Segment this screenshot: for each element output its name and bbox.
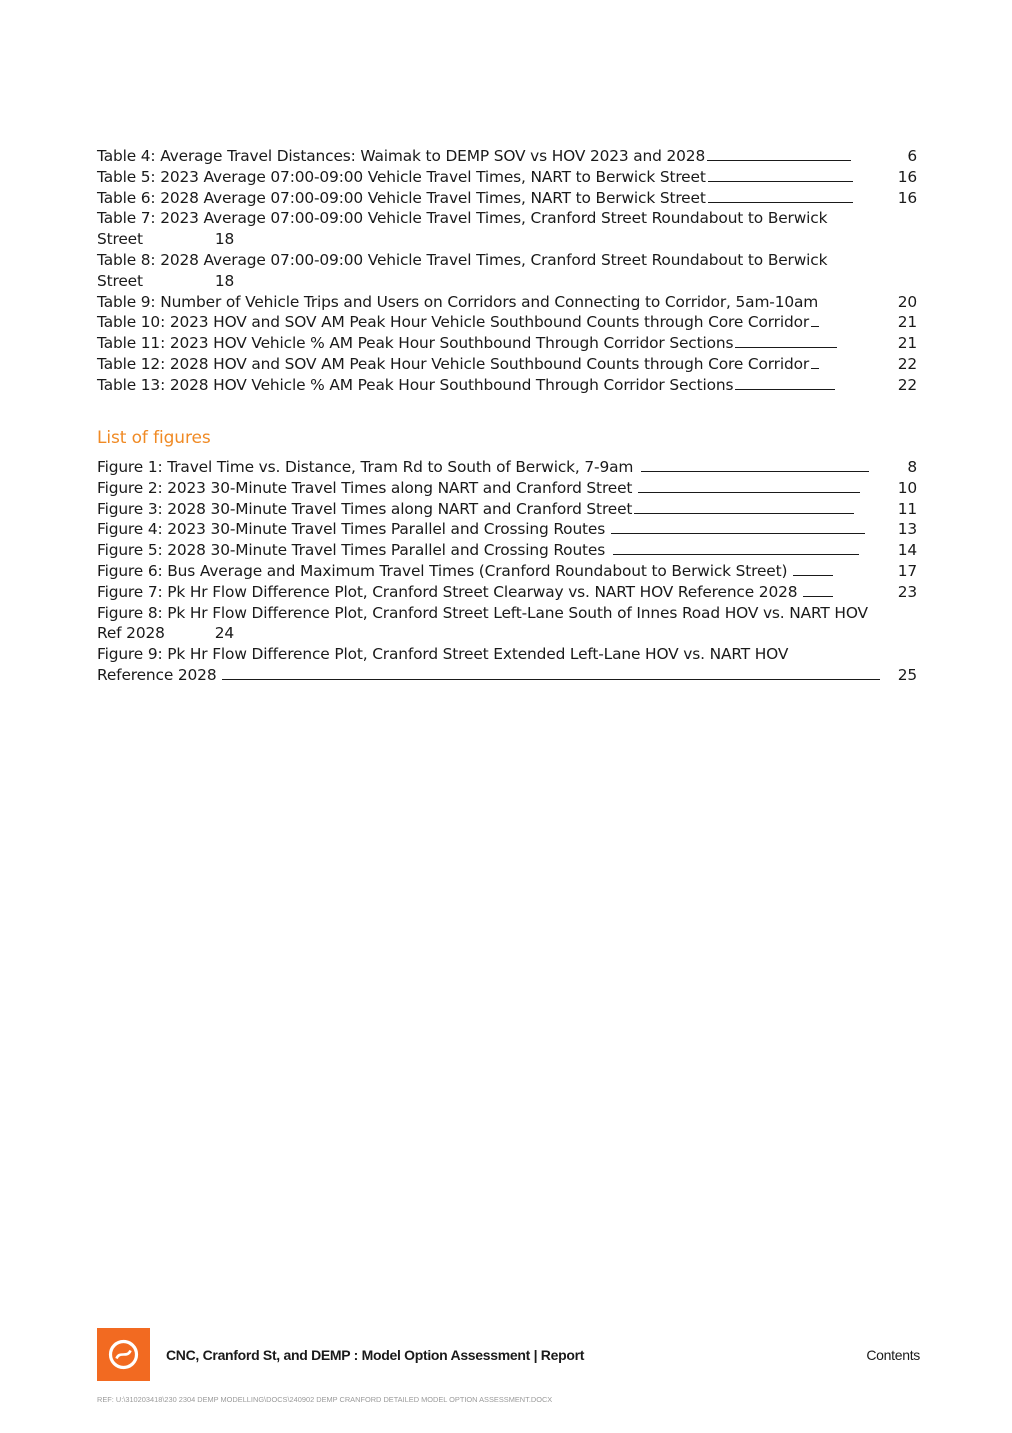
- list-of-figures: [97, 457, 917, 686]
- leader-line: [613, 553, 859, 555]
- toc-entry-page: 16: [897, 167, 917, 186]
- toc-entry-table-11[interactable]: [97, 333, 917, 354]
- leader-line: [793, 574, 833, 576]
- toc-entry-text: Table 12: 2028 HOV and SOV AM Peak Hour Vehicle Southbound Counts through Core Corridor: [97, 354, 810, 373]
- toc-entry-page: 24: [214, 624, 235, 643]
- toc-entry-figure-2[interactable]: [97, 478, 917, 499]
- toc-entry-table-4[interactable]: [97, 146, 917, 167]
- footer-section-name: Contents: [866, 1347, 920, 1363]
- toc-entry-page: 16: [897, 188, 917, 207]
- toc-entry-table-9[interactable]: [97, 292, 917, 313]
- toc-entry-text: Figure 7: Pk Hr Flow Difference Plot, Cranford Street Clearway vs. NART HOV Reference 2028: [97, 582, 798, 601]
- leader-line: [707, 159, 851, 161]
- toc-entry-table-8-cont[interactable]: [97, 271, 917, 292]
- footer-document-title: CNC, Cranford St, and DEMP : Model Option Assessment | Report: [166, 1347, 585, 1363]
- toc-entry-table-7-cont[interactable]: [97, 229, 917, 250]
- toc-entry-page: 18: [214, 230, 235, 249]
- toc-entry-figure-4[interactable]: [97, 519, 917, 540]
- toc-entry-page: 25: [897, 665, 917, 684]
- toc-entry-page: 8: [907, 458, 917, 476]
- leader-line: [735, 388, 835, 390]
- toc-entry-table-13[interactable]: [97, 375, 917, 396]
- toc-entry-page: 22: [897, 375, 917, 394]
- toc-entry-text: Figure 3: 2028 30-Minute Travel Times along NART and Cranford Street: [97, 499, 633, 518]
- toc-entry-text: Figure 9: Pk Hr Flow Difference Plot, Cranford Street Extended Left-Lane HOV vs. NART HOV: [97, 645, 789, 664]
- toc-entry-figure-9[interactable]: [97, 644, 917, 665]
- toc-entry-text: Table 13: 2028 HOV Vehicle % AM Peak Hour Southbound Through Corridor Sections: [97, 375, 734, 394]
- toc-entry-table-6[interactable]: [97, 188, 917, 209]
- toc-entry-text-cont: Street: [97, 230, 143, 249]
- toc-entry-figure-8-cont[interactable]: [97, 623, 917, 644]
- toc-entry-figure-6[interactable]: [97, 561, 917, 582]
- logo-swirl-icon: [97, 1328, 150, 1381]
- leader-line: [641, 470, 869, 472]
- company-logo: [97, 1328, 150, 1381]
- toc-entry-figure-8[interactable]: [97, 603, 917, 624]
- toc-entry-page: 20: [897, 292, 917, 311]
- leader-line: [803, 595, 833, 597]
- leader-line: [222, 678, 880, 680]
- toc-entry-page: 10: [897, 478, 917, 497]
- toc-entry-text-cont: Reference 2028: [97, 665, 217, 684]
- leader-line: [735, 346, 837, 348]
- toc-entry-figure-7[interactable]: [97, 582, 917, 603]
- toc-entry-table-5[interactable]: [97, 167, 917, 188]
- toc-entry-table-7[interactable]: [97, 208, 917, 229]
- toc-entry-page: 17: [897, 561, 917, 580]
- toc-entry-text: Figure 6: Bus Average and Maximum Travel Times (Cranford Roundabout to Berwick Street): [97, 561, 788, 580]
- toc-entry-text: Table 11: 2023 HOV Vehicle % AM Peak Hour Southbound Through Corridor Sections: [97, 334, 734, 353]
- leader-line: [708, 201, 853, 203]
- toc-entry-text-cont: Ref 2028: [97, 624, 165, 643]
- toc-entry-table-8[interactable]: [97, 250, 917, 271]
- toc-entry-figure-9-cont[interactable]: [97, 665, 917, 686]
- toc-entry-figure-1[interactable]: [97, 457, 917, 478]
- leader-line: [811, 325, 819, 327]
- toc-entry-text: Figure 8: Pk Hr Flow Difference Plot, Cranford Street Left-Lane South of Innes Road HOV vs. NART HOV: [97, 603, 868, 622]
- toc-entry-text-cont: Street: [97, 271, 143, 290]
- toc-entry-text: Table 9: Number of Vehicle Trips and Users on Corridors and Connecting to Corridor, 5am-10am: [97, 292, 819, 311]
- list-of-tables: [97, 146, 917, 396]
- toc-entry-page: 14: [897, 541, 917, 560]
- leader-line: [708, 180, 853, 182]
- toc-entry-text: Figure 2: 2023 30-Minute Travel Times along NART and Cranford Street: [97, 478, 633, 497]
- toc-entry-text: Table 10: 2023 HOV and SOV AM Peak Hour Vehicle Southbound Counts through Core Corridor: [97, 313, 810, 332]
- toc-entry-text: Table 8: 2028 Average 07:00-09:00 Vehicle Travel Times, Cranford Street Roundabout to Berwick: [97, 250, 828, 269]
- toc-entry-page: 6: [907, 147, 917, 165]
- toc-entry-table-10[interactable]: [97, 312, 917, 333]
- toc-entry-figure-5[interactable]: [97, 540, 917, 561]
- toc-entry-page: 13: [897, 520, 917, 539]
- leader-line: [634, 512, 854, 514]
- toc-entry-table-12[interactable]: [97, 354, 917, 375]
- toc-entry-text: Figure 1: Travel Time vs. Distance, Tram Rd to South of Berwick, 7-9am: [97, 458, 634, 476]
- toc-entry-text: Figure 5: 2028 30-Minute Travel Times Parallel and Crossing Routes: [97, 541, 606, 560]
- leader-line: [611, 532, 865, 534]
- toc-entry-page: 11: [897, 499, 917, 518]
- toc-entry-page: 22: [897, 354, 917, 373]
- toc-entry-page: 21: [897, 334, 917, 353]
- toc-entry-text: Table 6: 2028 Average 07:00-09:00 Vehicle Travel Times, NART to Berwick Street: [97, 188, 706, 207]
- list-of-figures-heading: List of figures: [97, 428, 211, 448]
- toc-entry-page: 18: [214, 271, 235, 290]
- toc-entry-page: 21: [897, 313, 917, 332]
- toc-entry-page: 23: [897, 582, 917, 601]
- toc-entry-figure-3[interactable]: [97, 499, 917, 520]
- toc-entry-text: Figure 4: 2023 30-Minute Travel Times Parallel and Crossing Routes: [97, 520, 606, 539]
- toc-entry-text: Table 4: Average Travel Distances: Waimak to DEMP SOV vs HOV 2023 and 2028: [97, 147, 706, 165]
- footer-file-reference: REF: U:\310203418\230 2304 DEMP MODELLING\DOCS\240902 DEMP CRANFORD DETAILED MODEL OPTION ASSESSMENT.DOCX: [97, 1395, 553, 1404]
- leader-line: [811, 367, 819, 369]
- toc-entry-text: Table 5: 2023 Average 07:00-09:00 Vehicle Travel Times, NART to Berwick Street: [97, 167, 706, 186]
- toc-entry-text: Table 7: 2023 Average 07:00-09:00 Vehicle Travel Times, Cranford Street Roundabout to Berwick: [97, 209, 828, 228]
- leader-line: [638, 491, 860, 493]
